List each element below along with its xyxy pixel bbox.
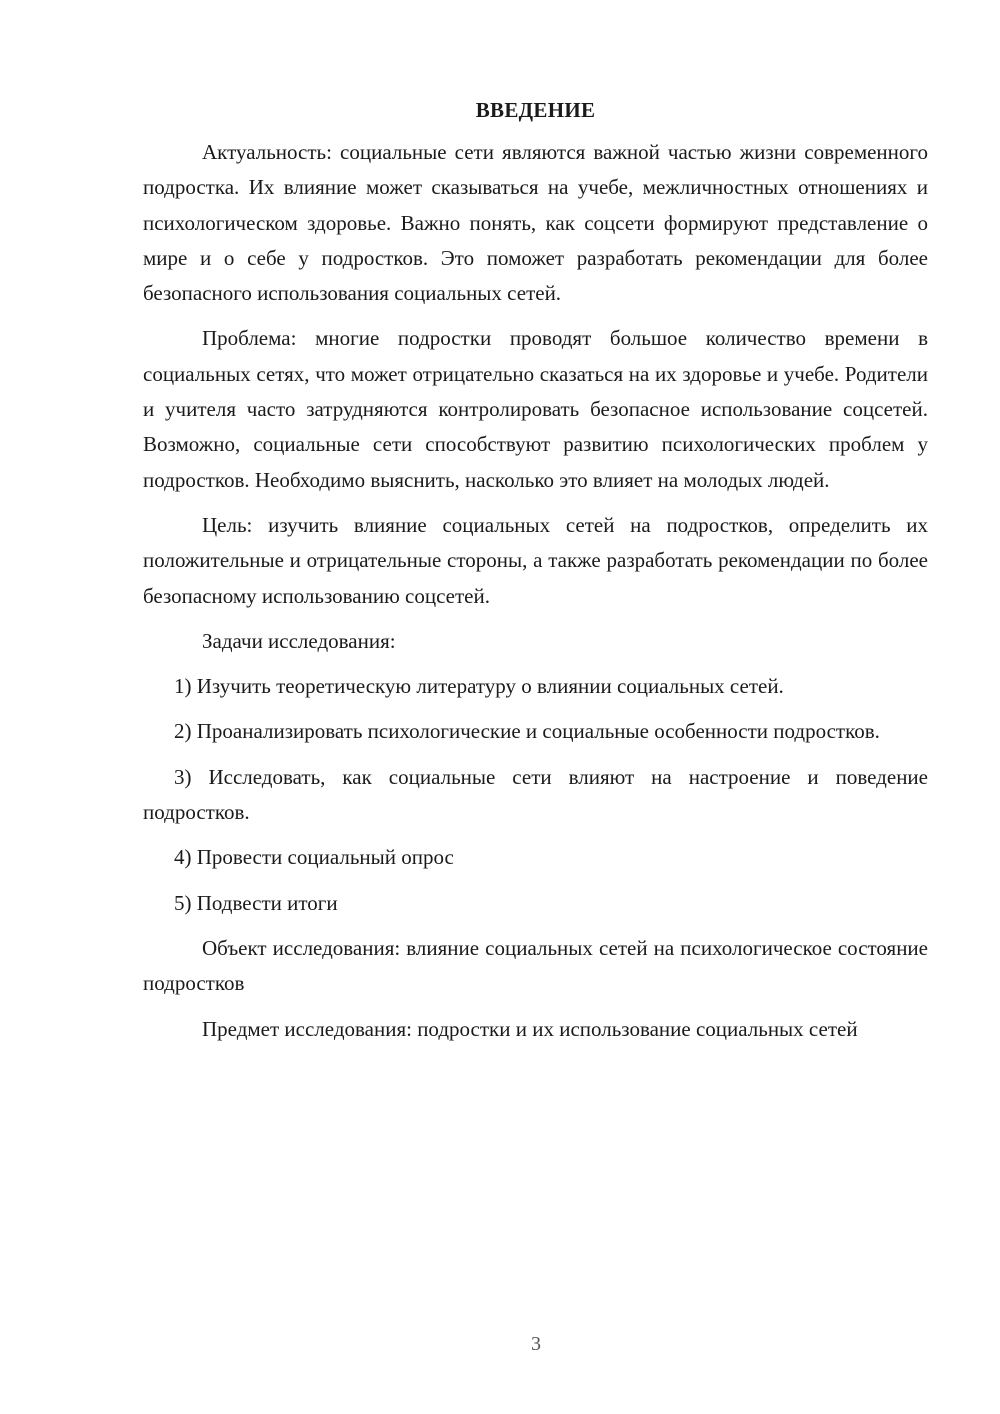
paragraph-object: Объект исследования: влияние социальных сетей на психологическое состояние подростков: [143, 935, 928, 996]
task-item-3: 3) Исследовать, как социальные сети влияют на настроение и поведение подростков.: [143, 764, 928, 825]
page-number: 3: [531, 1333, 541, 1355]
task-item-5: 5) Подвести итоги: [174, 890, 338, 915]
paragraph-goal: Цель: изучить влияние социальных сетей на подростков, определить их положительные и отрицательные стороны, а также разработать рекомендации по более безопасному использованию соцсетей.: [143, 512, 928, 608]
task-item-1: 1) Изучить теоретическую литературу о влиянии социальных сетей.: [174, 674, 784, 699]
paragraph-problem: Проблема: многие подростки проводят большое количество времени в социальных сетях, что может отрицательно сказаться на их здоровье и учебе. Родители и учителя часто затрудняются контролировать безопасное использование соцсетей. Возможно, социальные сети способствуют развитию психологических проблем у подростков. Необходимо выяснить, насколько это влияет на молодых людей.: [143, 326, 928, 492]
task-item-2: 2) Проанализировать психологические и социальные особенности подростков.: [174, 719, 880, 744]
task-item-4: 4) Провести социальный опрос: [174, 845, 454, 870]
paragraph-relevance: Актуальность: социальные сети являются важной частью жизни современного подростка. Их влияние может сказываться на учебе, межличностных отношениях и психологическом здоровье. Важно понять, как соцсети формируют представление о мире и о себе у подростков. Это поможет разработать рекомендации для более безопасного использования социальных сетей.: [143, 140, 928, 306]
paragraph-tasks-heading: Задачи исследования:: [202, 628, 396, 653]
section-title: ВВЕДЕНИЕ: [475, 98, 596, 122]
paragraph-subject: Предмет исследования: подростки и их использование социальных сетей: [202, 1016, 858, 1041]
document-page: [143, 93, 928, 1057]
